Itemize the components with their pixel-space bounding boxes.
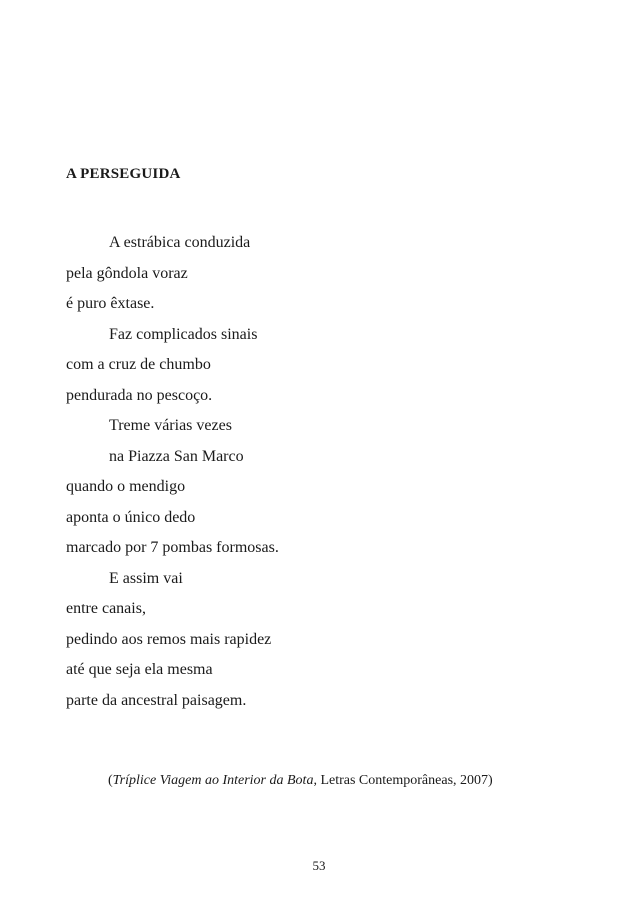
poem-line: com a cruz de chumbo	[66, 356, 211, 373]
poem-line: A estrábica conduzida	[109, 234, 251, 251]
poem-line: quando o mendigo	[66, 478, 186, 495]
poem-line: pendurada no pescoço.	[66, 386, 213, 404]
poem-line: até que seja ela mesma	[66, 661, 213, 678]
poem-line: pela gôndola voraz	[66, 264, 188, 282]
poem-line: E assim vai	[109, 569, 183, 587]
poem-line: na Piazza San Marco	[109, 447, 244, 465]
citation-publisher-year: , Letras Contemporâneas, 2007)	[313, 773, 493, 788]
page-number: 53	[312, 858, 326, 873]
poem-line: Faz complicados sinais	[109, 325, 258, 343]
poem-line: pedindo aos remos mais rapidez	[66, 630, 272, 648]
poem-line: aponta o único dedo	[66, 508, 196, 526]
poem-line: é puro êxtase.	[66, 295, 155, 312]
citation-open-paren: (	[108, 773, 113, 788]
poem-title: A PERSEGUIDA	[66, 166, 181, 182]
poem-line: entre canais,	[66, 600, 146, 617]
poem-line: marcado por 7 pombas formosas.	[66, 539, 279, 556]
poem-body	[66, 228, 279, 716]
poem-line: parte da ancestral paisagem.	[66, 691, 247, 709]
citation-book-title: Tríplice Viagem ao Interior da Bota	[112, 773, 314, 788]
poem-line: Treme várias vezes	[109, 417, 232, 434]
source-citation	[108, 773, 493, 789]
